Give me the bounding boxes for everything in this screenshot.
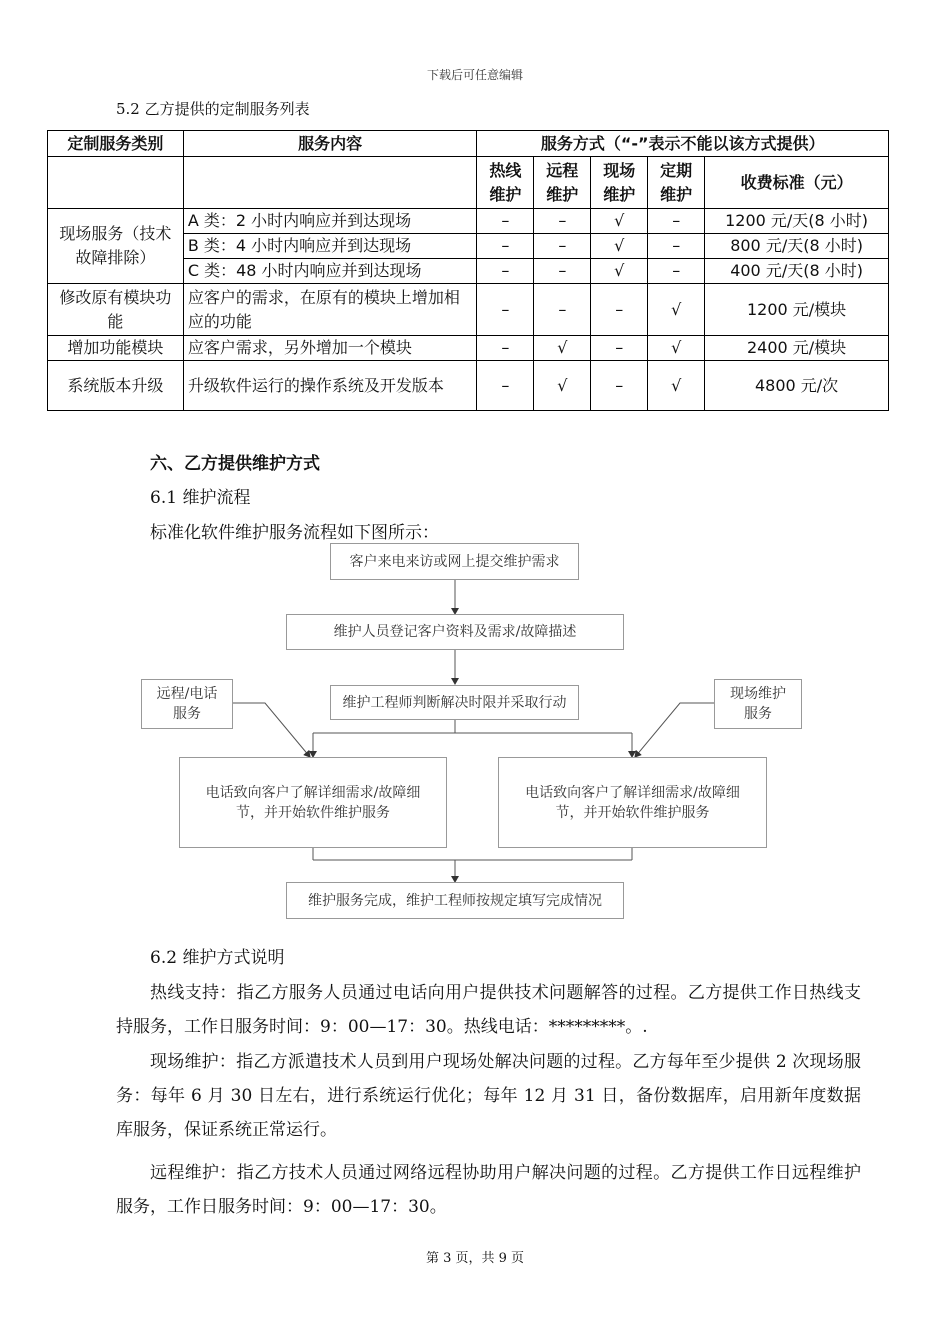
- remote-cell: √: [534, 361, 591, 411]
- onsite-cell: –: [591, 361, 648, 411]
- page-footer: 第 3 页，共 9 页: [425, 1251, 525, 1266]
- header-category: 定制服务类别: [48, 131, 184, 157]
- hotline-cell: –: [477, 209, 534, 234]
- paragraph-hotline: 热线支持：指乙方服务人员通过电话向用户提供技术问题解答的过程。乙方提供工作日热线支持服务，工作日服务时间：9：00—17：30。热线电话：*********。.: [116, 983, 861, 1037]
- hotline-cell: –: [477, 234, 534, 259]
- fee-cell: 1200 元/模块: [705, 284, 889, 336]
- remote-cell: –: [534, 284, 591, 336]
- periodic-cell: –: [648, 234, 705, 259]
- flow-branch-remote: 电话致向客户了解详细需求/故障细节，并开始软件维护服务: [179, 757, 447, 848]
- fee-cell: 400 元/天(8 小时): [705, 259, 889, 284]
- content-cell: 应客户的需求，在原有的模块上增加相应的功能: [183, 284, 477, 336]
- subheader-fee: 收费标准（元）: [705, 157, 889, 209]
- remote-cell: –: [534, 234, 591, 259]
- flow-step-submit-request: 客户来电来访或网上提交维护需求: [330, 543, 579, 580]
- content-cell: 升级软件运行的操作系统及开发版本: [183, 361, 477, 411]
- onsite-cell: –: [591, 284, 648, 336]
- hotline-cell: –: [477, 259, 534, 284]
- content-cell: 应客户需求，另外增加一个模块: [183, 336, 477, 361]
- onsite-cell: √: [591, 259, 648, 284]
- category-cell: 修改原有模块功能: [48, 284, 184, 336]
- flow-branch-onsite: 电话致向客户了解详细需求/故障细节，并开始软件维护服务: [498, 757, 767, 848]
- flow-label-onsite: 现场维护服务: [714, 679, 802, 729]
- remote-cell: √: [534, 336, 591, 361]
- remote-cell: –: [534, 209, 591, 234]
- hotline-cell: –: [477, 361, 534, 411]
- flow-label-remote: 远程/电话服务: [141, 679, 233, 729]
- periodic-cell: –: [648, 209, 705, 234]
- fee-cell: 4800 元/次: [705, 361, 889, 411]
- flow-step-judge: 维护工程师判断解决时限并采取行动: [330, 685, 579, 720]
- content-cell: C 类：48 小时内响应并到达现场: [183, 259, 477, 284]
- onsite-cell: √: [591, 234, 648, 259]
- periodic-cell: √: [648, 336, 705, 361]
- hotline-cell: –: [477, 336, 534, 361]
- periodic-cell: √: [648, 361, 705, 411]
- onsite-cell: –: [591, 336, 648, 361]
- fee-cell: 2400 元/模块: [705, 336, 889, 361]
- onsite-cell: √: [591, 209, 648, 234]
- subheader-remote: 远程维护: [534, 157, 591, 209]
- flow-intro: 标准化软件维护服务流程如下图所示：: [150, 523, 439, 543]
- category-cell: 增加功能模块: [48, 336, 184, 361]
- subheader-hotline: 热线维护: [477, 157, 534, 209]
- content-cell: B 类：4 小时内响应并到达现场: [183, 234, 477, 259]
- subheader-onsite: 现场维护: [591, 157, 648, 209]
- fee-cell: 1200 元/天(8 小时): [705, 209, 889, 234]
- header-content: 服务内容: [183, 131, 477, 157]
- hotline-cell: –: [477, 284, 534, 336]
- content-cell: A 类：2 小时内响应并到达现场: [183, 209, 477, 234]
- section-6-2-title: 6.2 维护方式说明: [150, 948, 285, 968]
- fee-cell: 800 元/天(8 小时): [705, 234, 889, 259]
- paragraph-onsite: 现场维护：指乙方派遣技术人员到用户现场处解决问题的过程。乙方每年至少提供 2 次现场服务：每年 6 月 30 日左右，进行系统运行优化；每年 12 月 31 日，备份数据库，启用新年度数据库服务，保证系统正常运行。: [116, 1052, 861, 1140]
- periodic-cell: √: [648, 284, 705, 336]
- remote-cell: –: [534, 259, 591, 284]
- category-cell: 现场服务（技术故障排除）: [48, 209, 184, 284]
- table-caption: 5.2 乙方提供的定制服务列表: [116, 100, 310, 118]
- subheader-periodic: 定期维护: [648, 157, 705, 209]
- flow-step-complete: 维护服务完成，维护工程师按规定填写完成情况: [286, 882, 624, 919]
- section-6-title: 六、乙方提供维护方式: [150, 454, 320, 474]
- section-6-1-title: 6.1 维护流程: [150, 488, 251, 508]
- page-header: 下载后可任意编辑: [426, 68, 523, 82]
- header-method: 服务方式（“-”表示不能以该方式提供）: [477, 131, 889, 157]
- paragraph-remote: 远程维护：指乙方技术人员通过网络远程协助用户解决问题的过程。乙方提供工作日远程维护服务，工作日服务时间：9：00—17：30。: [116, 1163, 861, 1217]
- category-cell: 系统版本升级: [48, 361, 184, 411]
- flow-step-register: 维护人员登记客户资料及需求/故障描述: [286, 614, 624, 650]
- periodic-cell: –: [648, 259, 705, 284]
